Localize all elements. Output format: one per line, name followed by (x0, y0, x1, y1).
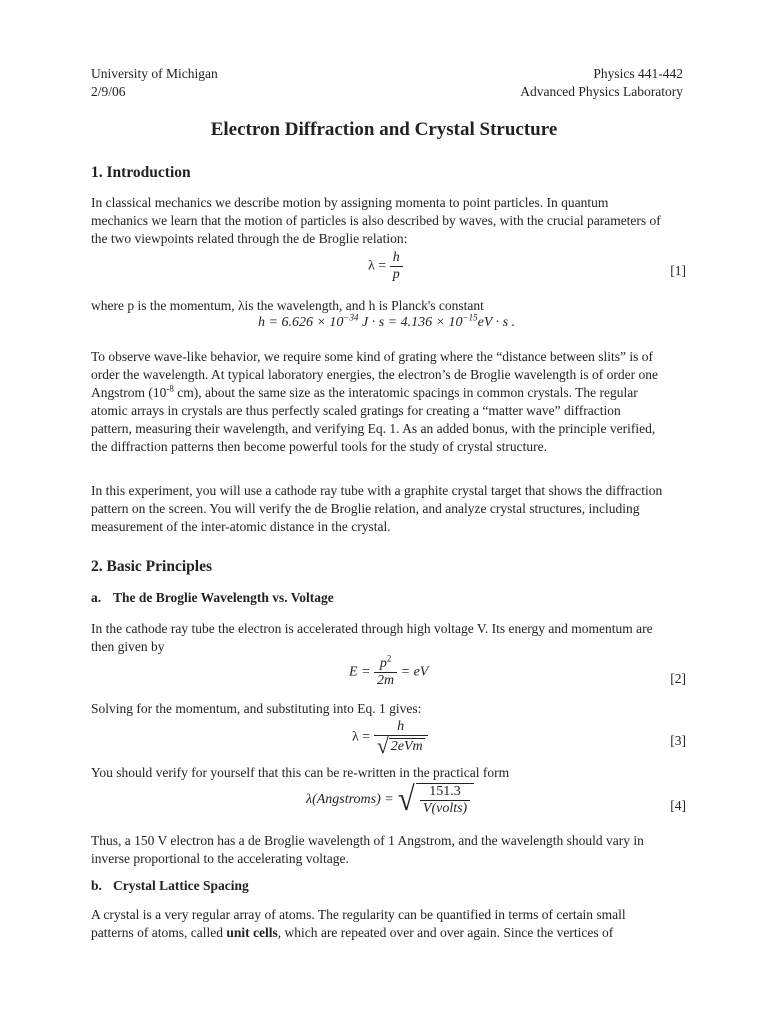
equation-3 (352, 719, 428, 756)
thus-paragraph: Thus, a 150 V electron has a de Broglie wavelength of 1 Angstrom, and the wavelength should vary in inverse proportional to the accelerating voltage. (91, 833, 644, 866)
intro-paragraph-2-part-a: To observe wave-like behavior, we require some kind of grating where the “distance between slits” is of order the wavelength. At typical laboratory energies, the electron’s de Broglie wavelength is of order one Angstrom (10 (91, 349, 658, 400)
equation-4 (306, 783, 474, 817)
intro-paragraph-2-part-b: cm), about the same size as the interatomic spacings in common crystals. The regular atomic arrays in crystals are thus perfectly scaled gratings for creating a “matter wave” diffraction pattern, measuring their wavelength, and verifying Eq. 1. As an added bonus, with the principle verified, the diffraction patterns then become powerful tools for the study of crystal structure. (91, 385, 656, 454)
equation-2-denominator: 2m (374, 672, 397, 689)
header-right (520, 65, 683, 101)
equation-2-numerator-exponent: 2 (386, 653, 392, 664)
equation-1-numerator: h (392, 250, 400, 265)
lattice-paragraph-part-b: , which are repeated over and over again. Since the vertices of (277, 925, 614, 940)
subsection-b-title: Crystal Lattice Spacing (113, 878, 249, 893)
equation-3-number: [3] (670, 733, 686, 748)
equation-4-fraction (416, 783, 474, 817)
course-number: Physics 441-442 (593, 66, 683, 81)
planck-unit: eV · s . (477, 315, 516, 330)
unit-cells-term: unit cells (226, 925, 278, 940)
institution: University of Michigan (91, 66, 218, 81)
planck-value-2: J · s = 4.136 × 10 (358, 315, 463, 330)
equation-4-numerator: 151.3 (429, 784, 461, 799)
document-title: Electron Diffraction and Crystal Structure (210, 119, 558, 140)
square-root-symbol: √ (376, 733, 389, 758)
equation-2-numerator: p (379, 656, 387, 671)
large-square-root-symbol: √ (398, 781, 415, 818)
subsection-heading-de-broglie (91, 590, 334, 606)
intro-paragraph-1: In classical mechanics we describe motion by assigning momenta to point particles. In quantum mechanics we learn that the motion of particles is also described by waves, with the crucial parameters of the two viewpoints related through the de Broglie relation: (91, 195, 661, 246)
equation-1-number: [1] (670, 263, 686, 278)
lattice-paragraph-part-a: A crystal is a very regular array of atoms. The regularity can be quantified in terms of certain small patterns of atoms, called (91, 907, 626, 940)
equation-1 (368, 250, 403, 283)
subsection-heading-lattice (91, 878, 249, 894)
subsection-a-label: a. (91, 590, 102, 605)
equation-1-fraction (390, 250, 403, 283)
planck-h: h (258, 315, 265, 330)
section-heading-introduction: 1. Introduction (91, 164, 191, 181)
equation-3-fraction (374, 719, 428, 756)
equation-3-denominator: 2eVm (390, 738, 423, 754)
de-broglie-paragraph: In the cathode ray tube the electron is accelerated through high voltage V. Its energy and momentum are then given by (91, 621, 653, 654)
verify-text: You should verify for yourself that this can be re-written in the practical form (91, 765, 510, 780)
planck-value-1: = 6.626 × 10 (265, 315, 344, 330)
intro-paragraph-3: In this experiment, you will use a cathode ray tube with a graphite crystal target that shows the diffraction pattern on the screen. You will verify the de Broglie relation, and analyze crystal structures, including measurement of the inter-atomic distance in the crystal. (91, 483, 663, 534)
angstrom-exponent: -8 (166, 383, 174, 394)
equation-4-denominator: V(volts) (420, 800, 470, 817)
subsection-a-title: The de Broglie Wavelength vs. Voltage (113, 590, 334, 605)
planck-intro: where p is the momentum, λis the wavelength, and h is Planck's constant (91, 298, 484, 313)
equation-2-lhs: E = (349, 664, 371, 680)
equation-3-numerator: h (397, 719, 405, 734)
intro-paragraph-2 (91, 348, 663, 456)
solving-text: Solving for the momentum, and substituting into Eq. 1 gives: (91, 701, 422, 716)
equation-1-lhs: λ = (368, 258, 387, 274)
lattice-paragraph (91, 906, 663, 942)
equation-2-fraction (374, 653, 397, 689)
planck-equation (258, 312, 516, 331)
equation-3-lhs: λ = (352, 729, 371, 745)
section-heading-basic-principles: 2. Basic Principles (91, 558, 212, 575)
date: 2/9/06 (91, 84, 126, 99)
equation-1-denominator: p (390, 266, 403, 283)
header-left (91, 65, 218, 101)
equation-2-rhs: = eV (400, 664, 429, 680)
course-name: Advanced Physics Laboratory (520, 84, 683, 99)
planck-exponent-1: −34 (343, 312, 359, 323)
equation-2-number: [2] (670, 671, 686, 686)
planck-exponent-2: −15 (462, 312, 478, 323)
equation-4-lhs: λ(Angstroms) = (306, 792, 394, 807)
subsection-b-label: b. (91, 878, 102, 893)
equation-4-number: [4] (670, 798, 686, 813)
equation-2 (349, 653, 429, 689)
